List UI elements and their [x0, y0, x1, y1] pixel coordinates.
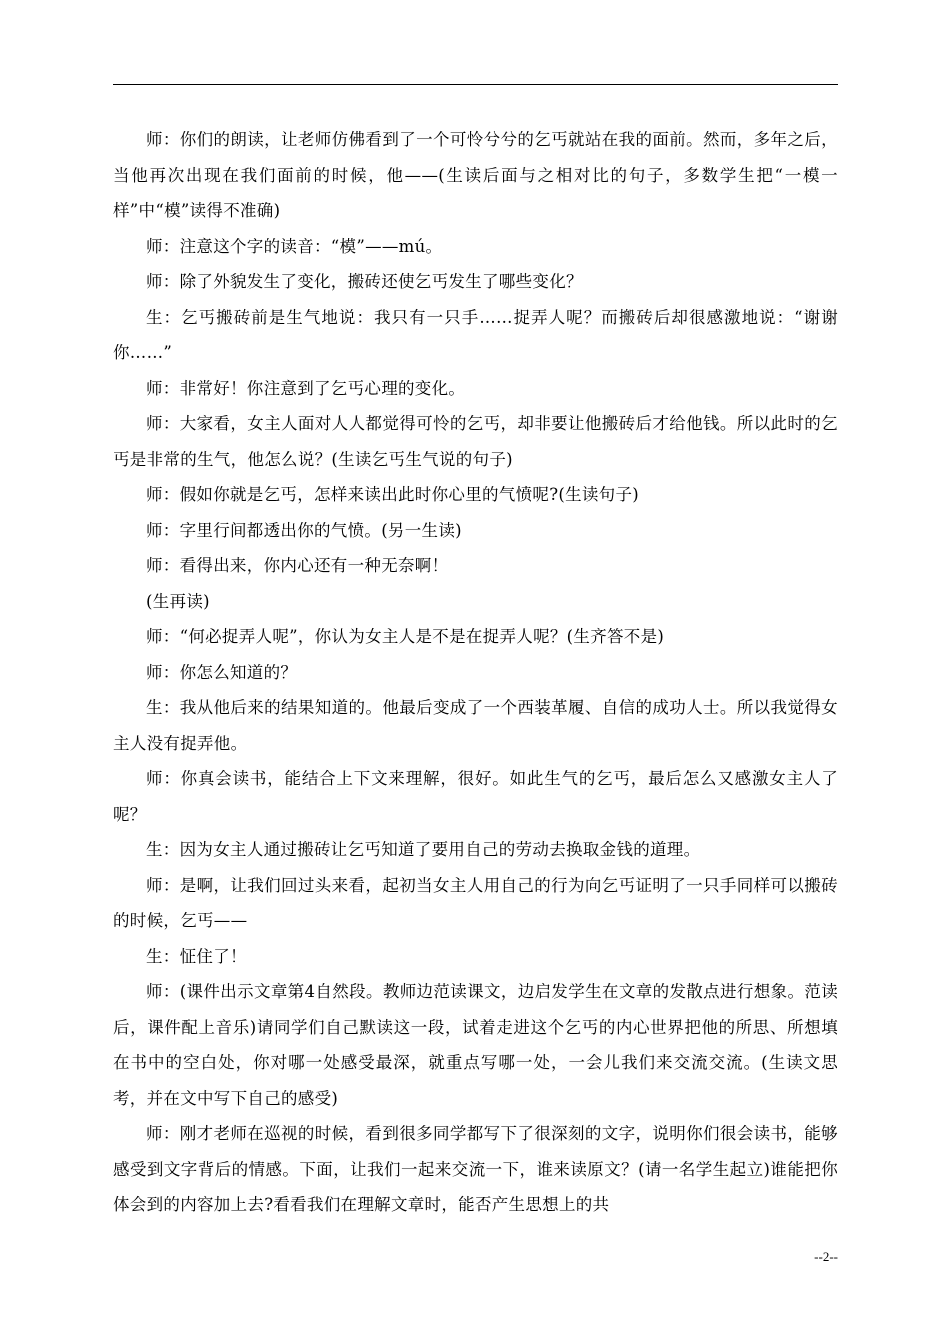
- paragraph: 生：我从他后来的结果知道的。他最后变成了一个西装革履、自信的成功人士。所以我觉得女主人没有捉弄他。: [113, 698, 838, 753]
- paragraph: 生：因为女主人通过搬砖让乞丐知道了要用自己的劳动去换取金钱的道理。: [146, 840, 701, 859]
- paragraph: 生：乞丐搬砖前是生气地说：我只有一只手……捉弄人呢？而搬砖后却很感激地说：“谢谢你……”: [113, 307, 838, 362]
- paragraph: 师：非常好！你注意到了乞丐心理的变化。: [146, 378, 466, 398]
- paragraph: 师：字里行间都透出你的气愤。(另一生读): [146, 520, 462, 540]
- paragraph: 师：刚才老师在巡视的时候，看到很多同学都写下了很深刻的文字，说明你们很会读书，能够感受到文字背后的情感。下面，让我们一起来交流一下，谁来读原文？(请一名学生起立)谁能把你体会到的内容加上去?看看我们在理解文章时，能否产生思想上的共: [113, 1124, 838, 1214]
- paragraph: 师：(课件出示文章第4自然段。教师边范读课文，边启发学生在文章的发散点进行想象。范读后，课件配上音乐)请同学们自己默读这一段，试着走进这个乞丐的内心世界把他的所思、所想填在书中的空白处，你对哪一处感受最深，就重点写哪一处，一会儿我们来交流交流。(生读文思考，并在文中写下自己的感受): [113, 982, 838, 1108]
- paragraph: 师：你怎么知道的？: [146, 662, 298, 682]
- paragraph: 师：看得出来，你内心还有一种无奈啊！: [146, 556, 449, 575]
- paragraph: 师：你真会读书，能结合上下文来理解，很好。如此生气的乞丐，最后怎么又感激女主人了呢？: [113, 769, 838, 824]
- header-rule: [113, 84, 838, 85]
- paragraph: 师：除了外貌发生了变化，搬砖还使乞丐发生了哪些变化？: [146, 272, 583, 291]
- paragraph: 师：大家看，女主人面对人人都觉得可怜的乞丐，却非要让他搬砖后才给他钱。所以此时的乞丐是非常的生气，他怎么说？(生读乞丐生气说的句子): [113, 414, 838, 469]
- paragraph: 师：你们的朗读，让老师仿佛看到了一个可怜兮兮的乞丐就站在我的面前。然而，多年之后，当他再次出现在我们面前的时候，他——(生读后面与之相对比的句子，多数学生把“一模一样”中“模”读得不准确): [113, 130, 838, 220]
- paragraph: 师：是啊，让我们回过头来看，起初当女主人用自己的行为向乞丐证明了一只手同样可以搬砖的时候，乞丐——: [113, 875, 838, 930]
- paragraph: 生：怔住了！: [146, 946, 247, 966]
- paragraph: 师：假如你就是乞丐，怎样来读出此时你心里的气愤呢?(生读句子): [146, 485, 640, 504]
- page-number: --2--: [814, 1249, 838, 1264]
- body-text: [113, 122, 838, 1223]
- paragraph: 师：“何必捉弄人呢”，你认为女主人是不是在捉弄人呢？(生齐答不是): [146, 627, 665, 646]
- paragraph: (生再读): [146, 591, 210, 611]
- paragraph: 师：注意这个字的读音：“模”——mú。: [146, 236, 443, 256]
